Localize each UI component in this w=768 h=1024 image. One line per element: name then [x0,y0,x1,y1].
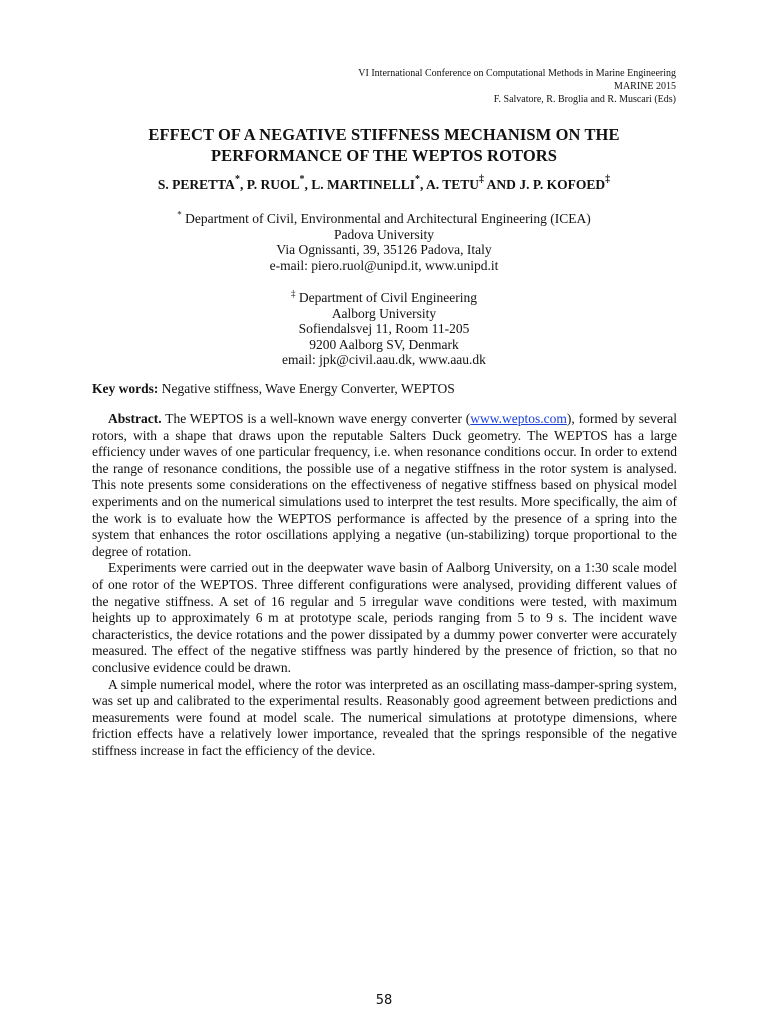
conference-header [358,67,676,106]
conference-edition: MARINE 2015 [614,81,676,92]
affiliation-address: Via Ognissanti, 39, 35126 Padova, Italy [276,242,492,257]
affiliation-city: 9200 Aalborg SV, Denmark [309,336,459,352]
title-line-1: EFFECT OF A NEGATIVE STIFFNESS MECHANISM ON THE [148,125,620,144]
affiliation-department: ‡ Department of Civil Engineering [291,288,477,305]
author-separator: AND [484,177,520,192]
title-line-2: PERFORMANCE OF THE WEPTOS ROTORS [210,146,558,165]
affiliation-contact: email: jpk@civil.aau.dk, www.aau.dk [282,352,486,367]
affiliation-aalborg [0,290,768,368]
affiliation-mark: ‡ [291,288,296,299]
keywords [92,380,677,397]
page-number: 58 [375,993,393,1008]
author-list [0,173,768,194]
author-mark: ‡ [605,173,611,185]
author-mark: * [234,173,240,185]
conference-editors: F. Salvatore, R. Broglia and R. Muscari (Eds) [493,94,676,105]
author-mark: * [299,173,305,185]
weptos-link[interactable]: www.weptos.com [470,411,567,426]
author-name: J. P. KOFOED [519,177,606,192]
author-mark: * [415,173,420,185]
abstract-paragraph-3: A simple numerical model, where the rotor was interpreted as an oscillating mass-damper-spring system, was set up and calibrated to the experimental results. Reasonably good agreement between predictions and measurements were found at model scale. The numerical simulations at prototype dimensions, where friction effects have a relatively lower importance, revealed that the springs responsible of the negative stiffness increase in fact the efficiency of the device. [92,676,677,758]
affiliation-university: Padova University [333,226,435,242]
keywords-text: Negative stiffness, Wave Energy Converter, WEPTOS [158,381,455,396]
affiliation-padova [0,211,768,273]
abstract [92,411,677,759]
author-name: A. TETU [426,177,480,192]
affiliation-mark: * [177,209,182,220]
author-separator: , [304,177,312,192]
affiliation-department: * Department of Civil, Environmental and Architectural Engineering (ICEA) [177,209,591,226]
affiliation-contact: e-mail: piero.ruol@unipd.it, www.unipd.it [269,257,499,273]
affiliation-university: Aalborg University [331,305,437,321]
abstract-label: Abstract. [108,411,162,426]
keywords-label: Key words: [92,381,159,396]
author-name: P. RUOL [246,177,300,192]
author-name: S. PERETTA [157,177,235,192]
author-separator: , [239,177,247,192]
author-name: L. MARTINELLI [311,177,415,192]
abstract-paragraph-2: Experiments were carried out in the deepwater wave basin of Aalborg University, on a 1:30 scale model of one rotor of the WEPTOS. Three different configurations were analysed, providing different values of the negative stiffness. A set of 16 regular and 5 irregular wave conditions were tested, with maximum heights up to approximately 6 m at prototype scale, periods ranging from 5 to 9 s. The incident wave characteristics, the device rotations and the power dissipated by a dummy power converter were accurately measured. The effect of the negative stiffness was partly hindered by the presence of friction, so that no conclusive evidence could be drawn. [92,560,677,675]
affiliation-address: Sofiendalsvej 11, Room 11-205 [298,321,470,336]
author-separator: , [420,177,427,192]
paper-title [0,124,768,166]
abstract-paragraph-1: Abstract. The WEPTOS is a well-known wave energy converter (www.weptos.com), formed by several rotors, with a shape that draws upon the reputable Salters Duck geometry. The WEPTOS has a large efficiency under waves of one particular frequency, i.e. when resonance conditions occur. In order to extend the range of resonance conditions, the possible use of a negative stiffness in the rotor system is analysed. This note presents some considerations on the effectiveness of negative stiffness based on physical model experiments and on the numerical simulations used to interpret the test results. More specifically, the aim of the work is to evaluate how the WEPTOS performance is affected by the presence of a spring into the system that enhances the rotor oscillations applying a negative (un-stabilizing) torque proportional to the degree of rotation. [92,411,677,559]
conference-name: VI International Conference on Computational Methods in Marine Engineering [358,68,676,79]
author-mark: ‡ [479,173,485,185]
